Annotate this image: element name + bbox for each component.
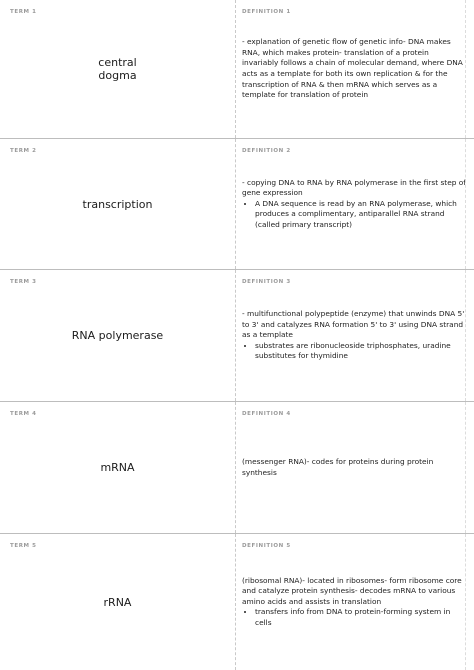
- definition-body: [242, 139, 466, 269]
- term-line: central: [98, 56, 137, 69]
- term-line: rRNA: [103, 595, 132, 609]
- flashcard-4: [0, 402, 474, 534]
- term-line: mRNA: [100, 461, 135, 474]
- definition-body: [242, 0, 466, 138]
- definition-cell: [236, 0, 474, 138]
- right-guide: [465, 0, 466, 138]
- definition-cell: [236, 402, 474, 533]
- term-line: dogma: [98, 69, 137, 82]
- term-text: [0, 0, 235, 138]
- definition-tag: DEFINITION 5: [242, 543, 291, 549]
- definition-bullets: [242, 341, 466, 362]
- right-guide: [465, 270, 466, 401]
- definition-body: [242, 402, 466, 533]
- definition-tag: DEFINITION 3: [242, 279, 291, 285]
- term-line: RNA polymerase: [71, 329, 164, 342]
- right-guide: [465, 534, 466, 670]
- term-cell: [0, 139, 236, 269]
- definition-text: (messenger RNA)- codes for proteins during protein synthesis: [242, 456, 434, 477]
- definition-body: [242, 270, 466, 401]
- term-cell: [0, 0, 236, 138]
- right-guide: [465, 402, 466, 533]
- definition-tag: DEFINITION 4: [242, 411, 291, 417]
- term-text: [0, 402, 235, 533]
- definition-bullets: [242, 607, 466, 628]
- term-text: [0, 534, 235, 670]
- term-cell: [0, 270, 236, 401]
- term-tag: TERM 4: [10, 411, 37, 417]
- flashcard-5: [0, 534, 474, 670]
- definition-bullets: [242, 199, 466, 231]
- term-text: [0, 139, 235, 269]
- definition-bullet: • transfers info from DNA to protein-forming system in cells: [255, 607, 466, 628]
- flashcard-2: [0, 139, 474, 270]
- term-cell: [0, 402, 236, 533]
- definition-text: - multifunctional polypeptide (enzyme) that unwinds DNA 5' to 3' and catalyzes RNA formation 5' to 3' using DNA strand as a template: [242, 309, 465, 340]
- definition-text: (ribosomal RNA)- located in ribosomes- form ribosome core and catalyze protein synthesis- decodes mRNA to various amino acids and assists in translation: [242, 575, 462, 606]
- term-tag: TERM 1: [10, 9, 37, 15]
- definition-cell: [236, 270, 474, 401]
- flashcard-3: [0, 270, 474, 402]
- definition-cell: [236, 139, 474, 269]
- definition-bullet: • A DNA sequence is read by an RNA polymerase, which produces a complimentary, antiparallel RNA strand (called primary transcript): [255, 199, 466, 231]
- term-text: [0, 270, 235, 401]
- definition-body: [242, 534, 466, 670]
- definition-bullet: • substrates are ribonucleoside triphosphates, uradine substitutes for thymidine: [255, 341, 466, 362]
- right-guide: [465, 139, 466, 269]
- term-tag: TERM 3: [10, 279, 37, 285]
- definition-text: - copying DNA to RNA by RNA polymerase in the first step of gene expression: [242, 177, 466, 198]
- definition-cell: [236, 534, 474, 670]
- flashcard-1: [0, 0, 474, 139]
- definition-tag: DEFINITION 1: [242, 9, 291, 15]
- term-line: transcription: [82, 197, 153, 211]
- term-cell: [0, 534, 236, 670]
- term-tag: TERM 5: [10, 543, 37, 549]
- definition-text: - explanation of genetic flow of genetic info- DNA makes RNA, which makes protein- translation of a protein invariably follows a chain of molecular demand, where DNA acts as a template for both its own replication & for the transcription of RNA & then mRNA which serves as a template for translation of protein: [242, 37, 463, 100]
- term-tag: TERM 2: [10, 148, 37, 154]
- definition-tag: DEFINITION 2: [242, 148, 291, 154]
